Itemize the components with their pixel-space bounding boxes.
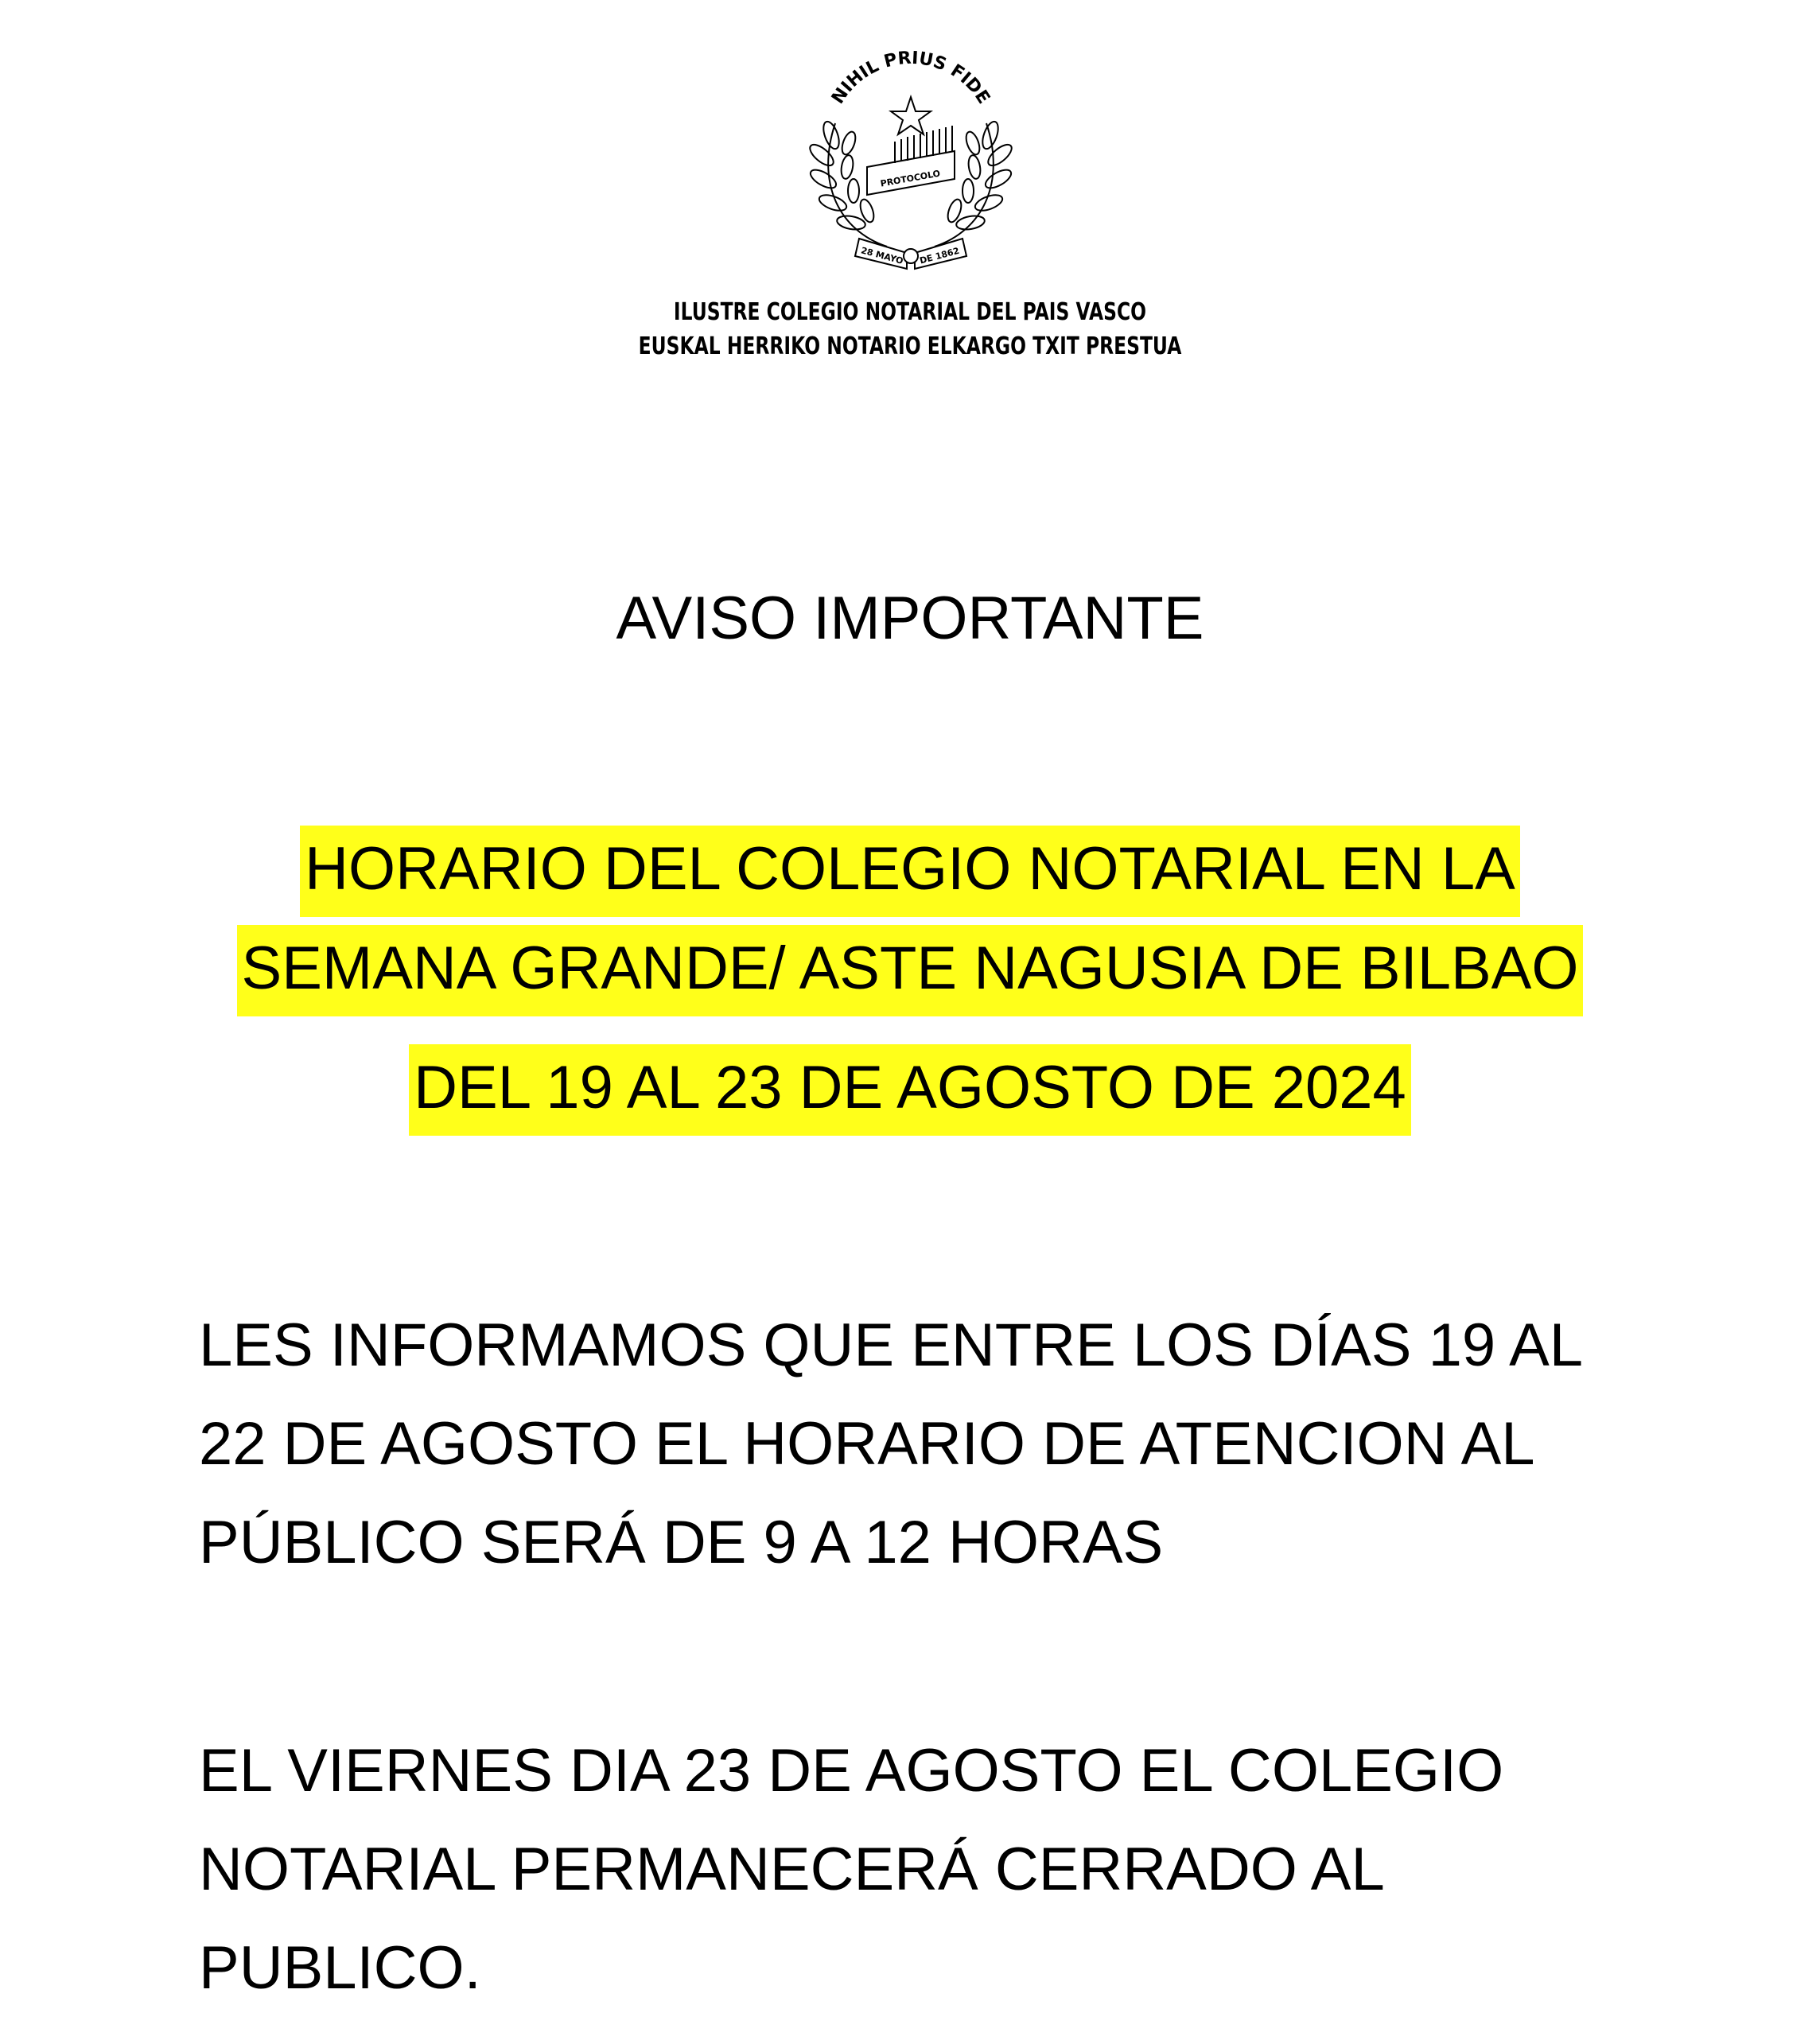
seal-motto: NIHIL PRIUS FIDE bbox=[828, 48, 994, 108]
paragraph-line: NOTARIAL PERMANECERÁ CERRADO AL bbox=[199, 1836, 1385, 1903]
book-label: PROTOCOLO bbox=[879, 168, 942, 189]
notarial-seal-logo bbox=[776, 48, 1046, 286]
highlighted-heading-line-1: HORARIO DEL COLEGIO NOTARIAL EN LA bbox=[0, 839, 1820, 900]
highlighted-heading-line-2: SEMANA GRANDE/ ASTE NAGUSIA DE BILBAO bbox=[0, 938, 1820, 999]
highlighted-date-range: DEL 19 AL 23 DE AGOSTO DE 2024 bbox=[0, 1058, 1820, 1118]
closure-paragraph bbox=[199, 1722, 1503, 2018]
star-icon bbox=[891, 97, 931, 134]
ribbon-banner bbox=[855, 239, 966, 269]
ribbon-left-text: 28 MAYO bbox=[859, 245, 904, 266]
paragraph-line: EL VIERNES DIA 23 DE AGOSTO EL COLEGIO bbox=[199, 1737, 1504, 1805]
notice-title: AVISO IMPORTANTE bbox=[616, 585, 1204, 652]
org-name-spanish: ILUSTRE COLEGIO NOTARIAL DEL PAIS VASCO bbox=[673, 298, 1147, 326]
book-icon bbox=[867, 126, 955, 195]
paragraph-line: LES INFORMAMOS QUE ENTRE LOS DÍAS 19 AL bbox=[199, 1311, 1584, 1379]
right-laurel-branch bbox=[935, 119, 1015, 247]
ribbon-right-text: DE 1862 bbox=[918, 245, 961, 266]
org-name-basque: EUSKAL HERRIKO NOTARIO ELKARGO TXIT PRESTUA bbox=[638, 332, 1182, 360]
paragraph-line: 22 DE AGOSTO EL HORARIO DE ATENCION AL bbox=[199, 1410, 1535, 1478]
paragraph-line: PÚBLICO SERÁ DE 9 A 12 HORAS bbox=[199, 1509, 1164, 1576]
opening-hours-paragraph bbox=[199, 1296, 1583, 1592]
paragraph-line: PUBLICO. bbox=[199, 1934, 481, 2002]
